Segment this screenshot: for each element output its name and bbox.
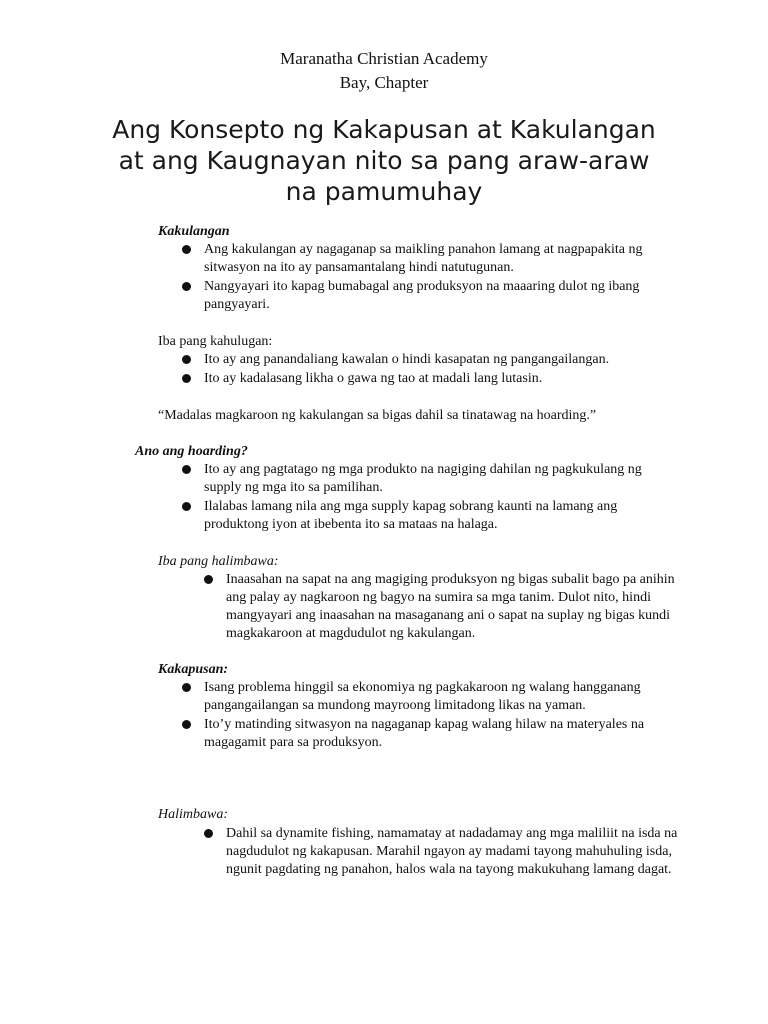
hoarding-heading: Ano ang hoarding?: [135, 444, 248, 459]
bullet-icon: [182, 245, 191, 254]
list-item: Ito ay ang pagtatago ng mga produkto na nagiging dahilan ng pagkukulang ng supply ng mga ito sa pamilihan.: [204, 461, 682, 497]
list-item: Ito ay ang panandaliang kawalan o hindi kasapatan ng pangangailangan.: [204, 351, 684, 369]
bullet-icon: [204, 829, 213, 838]
bullet-icon: [182, 282, 191, 291]
bullet-icon: [182, 465, 191, 474]
title-line-1: Ang Konsepto ng Kakapusan at Kakulangan: [112, 115, 656, 144]
kakapusan-list: [204, 679, 684, 753]
halimbawa-list: [226, 571, 684, 644]
kahulugan-label: Iba pang kahulugan:: [158, 334, 273, 349]
kakapusan-heading: Kakapusan:: [158, 662, 229, 677]
document-title: [0, 114, 768, 207]
list-item: Ito’y matinding sitwasyon na nagaganap kapag walang hilaw na materyales na magagamit para sa produksyon.: [204, 716, 684, 752]
bullet-icon: [182, 720, 191, 729]
bullet-icon: [182, 683, 191, 692]
list-item: Dahil sa dynamite fishing, namamatay at nadadamay ang mga maliliit na isda na nagdudulot ng kakapusan. Marahil ngayon ay madami tayong mahuhuling isda, ngunit pagdating ng panahon, halos wala na tayong makukuhang lamang dagat.: [226, 825, 678, 879]
title-line-3: na pamumuhay: [285, 177, 483, 206]
hoarding-list: [204, 461, 682, 535]
school-name: Maranatha Christian Academy: [280, 49, 488, 68]
bullet-icon: [182, 502, 191, 511]
bullet-icon: [182, 355, 191, 364]
list-item: Inaasahan na sapat na ang magiging produksyon ng bigas subalit bago pa anihin ang palay ay nagkaroon ng bagyo na sumira sa mga tanim. Dulot nito, hindi mangyayari ang inaasahan na masaganang ani o sapat na suplay ng bigas kundi magkakaroon at magdudulot ng kakulangan.: [226, 571, 684, 643]
list-item: Ang kakulangan ay nagaganap sa maikling panahon lamang at nagpapakita ng sitwasyon na ito ay pansamantalang hindi natutugunan.: [204, 241, 684, 277]
halimbawa-label: Iba pang halimbawa:: [158, 554, 279, 569]
halimbawa-2-list: [226, 825, 678, 880]
hoarding-quote: “Madalas magkaroon ng kakulangan sa bigas dahil sa tinatawag na hoarding.”: [158, 408, 597, 423]
title-line-2: at ang Kaugnayan nito sa pang araw-araw: [118, 146, 650, 175]
chapter-name: Bay, Chapter: [339, 73, 429, 92]
kahulugan-list: [204, 351, 684, 389]
kakulangan-heading: Kakulangan: [158, 224, 230, 239]
halimbawa-2-label: Halimbawa:: [158, 807, 228, 822]
list-item: Ilalabas lamang nila ang mga supply kapag sobrang kaunti na lamang ang produktong iyon at ibebenta ito sa mataas na halaga.: [204, 498, 682, 534]
kakulangan-list: [204, 241, 684, 315]
bullet-icon: [182, 374, 191, 383]
bullet-icon: [204, 575, 213, 584]
list-item: Ito ay kadalasang likha o gawa ng tao at madali lang lutasin.: [204, 370, 684, 388]
list-item: Nangyayari ito kapag bumabagal ang produksyon na maaaring dulot ng ibang pangyayari.: [204, 278, 684, 314]
list-item: Isang problema hinggil sa ekonomiya ng pagkakaroon ng walang hangganang pangangailangan sa mundong mayroong limitadong likas na yaman.: [204, 679, 684, 715]
